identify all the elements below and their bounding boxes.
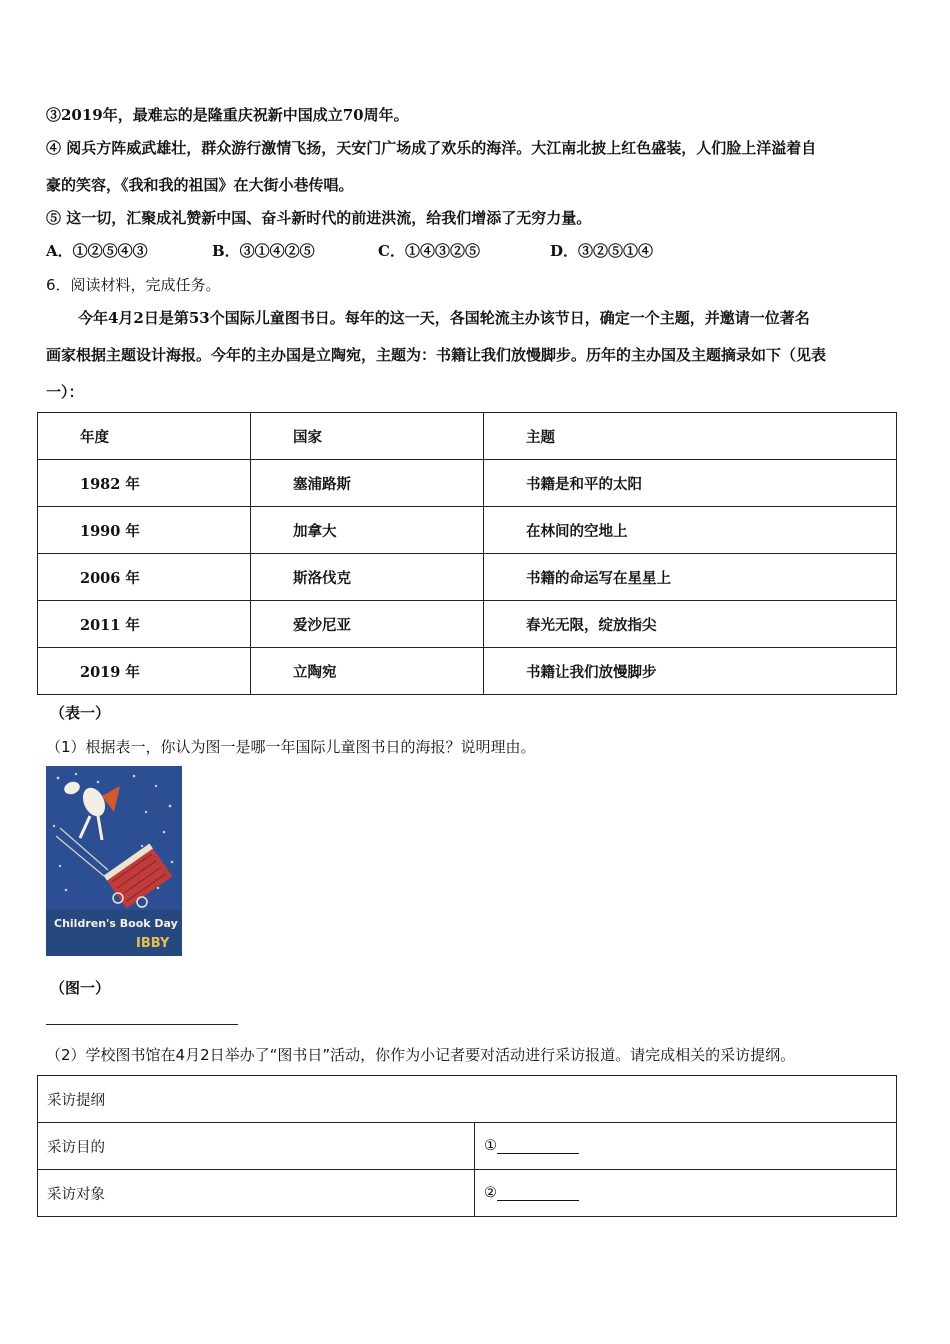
option-a: A．①②⑤④③ — [46, 242, 148, 260]
theme-table — [37, 412, 897, 695]
material-paragraph-1: 今年4月2日是第53个国际儿童图书日。每年的这一天，各国轮流主办该节日，确定一个主题，并邀请一位著名 — [78, 309, 810, 327]
interview-subject-label: 采访对象 — [38, 1170, 475, 1217]
question-6-stem: 6．阅读材料，完成任务。 — [46, 276, 221, 294]
interview-subject-answer[interactable] — [475, 1170, 897, 1217]
interview-purpose-answer[interactable] — [475, 1123, 897, 1170]
option-c: C．①④③②⑤ — [378, 242, 480, 260]
cell-theme: 书籍的命运写在星星上 — [484, 554, 897, 601]
cell-country: 加拿大 — [251, 507, 484, 554]
table-row — [38, 601, 897, 648]
text-line-4a: ④ 阅兵方阵威武雄壮，群众游行激情飞扬，天安门广场成了欢乐的海洋。大江南北披上红色盛装，人们脸上洋溢着自 — [46, 139, 817, 157]
header-country: 国家 — [251, 413, 484, 460]
table-row — [38, 507, 897, 554]
material-paragraph-2: 画家根据主题设计海报。今年的主办国是立陶宛，主题为：书籍让我们放慢脚步。历年的主办国及主题摘录如下（见表 — [46, 346, 827, 364]
figure-caption: （图一） — [50, 979, 111, 997]
option-b: B．③①④②⑤ — [212, 242, 315, 260]
interview-outline-table — [37, 1075, 897, 1217]
table-row — [38, 460, 897, 507]
cell-theme: 在林间的空地上 — [484, 507, 897, 554]
table-row — [38, 1170, 897, 1217]
cell-year: 2011 年 — [38, 601, 251, 648]
cell-year: 2019 年 — [38, 648, 251, 695]
cell-country: 塞浦路斯 — [251, 460, 484, 507]
cell-theme: 书籍让我们放慢脚步 — [484, 648, 897, 695]
text-line-3: ③2019年，最难忘的是隆重庆祝新中国成立70周年。 — [46, 106, 409, 124]
table-row — [38, 1123, 897, 1170]
option-d: D．③②⑤①④ — [550, 242, 654, 260]
cell-country: 斯洛伐克 — [251, 554, 484, 601]
cell-country: 立陶宛 — [251, 648, 484, 695]
answer-options — [46, 240, 653, 261]
answer-blank[interactable] — [497, 1139, 579, 1154]
cell-year: 1990 年 — [38, 507, 251, 554]
interview-purpose-label: 采访目的 — [38, 1123, 475, 1170]
cell-year: 1982 年 — [38, 460, 251, 507]
interview-header-row — [38, 1076, 897, 1123]
childrens-book-day-poster — [46, 766, 182, 956]
text-line-5: ⑤ 这一切，汇聚成礼赞新中国、奋斗新时代的前进洪流，给我们增添了无穷力量。 — [46, 209, 592, 227]
cell-theme: 书籍是和平的太阳 — [484, 460, 897, 507]
poster-title: Children's Book Day — [54, 917, 178, 930]
blank-mark: ② — [484, 1185, 497, 1201]
table-row — [38, 554, 897, 601]
cell-year: 2006 年 — [38, 554, 251, 601]
table-caption: （表一） — [50, 704, 111, 722]
sub-question-1: （1）根据表一，你认为图一是哪一年国际儿童图书日的海报？说明理由。 — [46, 738, 536, 756]
cell-country: 爱沙尼亚 — [251, 601, 484, 648]
answer-blank[interactable] — [497, 1186, 579, 1201]
text-line-4b: 豪的笑容，《我和我的祖国》在大街小巷传唱。 — [46, 176, 354, 194]
poster-brand: IBBY — [136, 936, 170, 951]
table-header-row — [38, 413, 897, 460]
header-theme: 主题 — [484, 413, 897, 460]
cell-theme: 春光无限，绽放指尖 — [484, 601, 897, 648]
interview-header: 采访提纲 — [38, 1076, 897, 1123]
table-row — [38, 648, 897, 695]
sub-question-2: （2）学校图书馆在4月2日举办了“图书日”活动，你作为小记者要对活动进行采访报道。请完成相关的采访提纲。 — [46, 1046, 796, 1064]
material-paragraph-3: 一）： — [46, 383, 84, 401]
header-year: 年度 — [38, 413, 251, 460]
answer-line[interactable] — [46, 1024, 238, 1025]
blank-mark: ① — [484, 1138, 497, 1154]
